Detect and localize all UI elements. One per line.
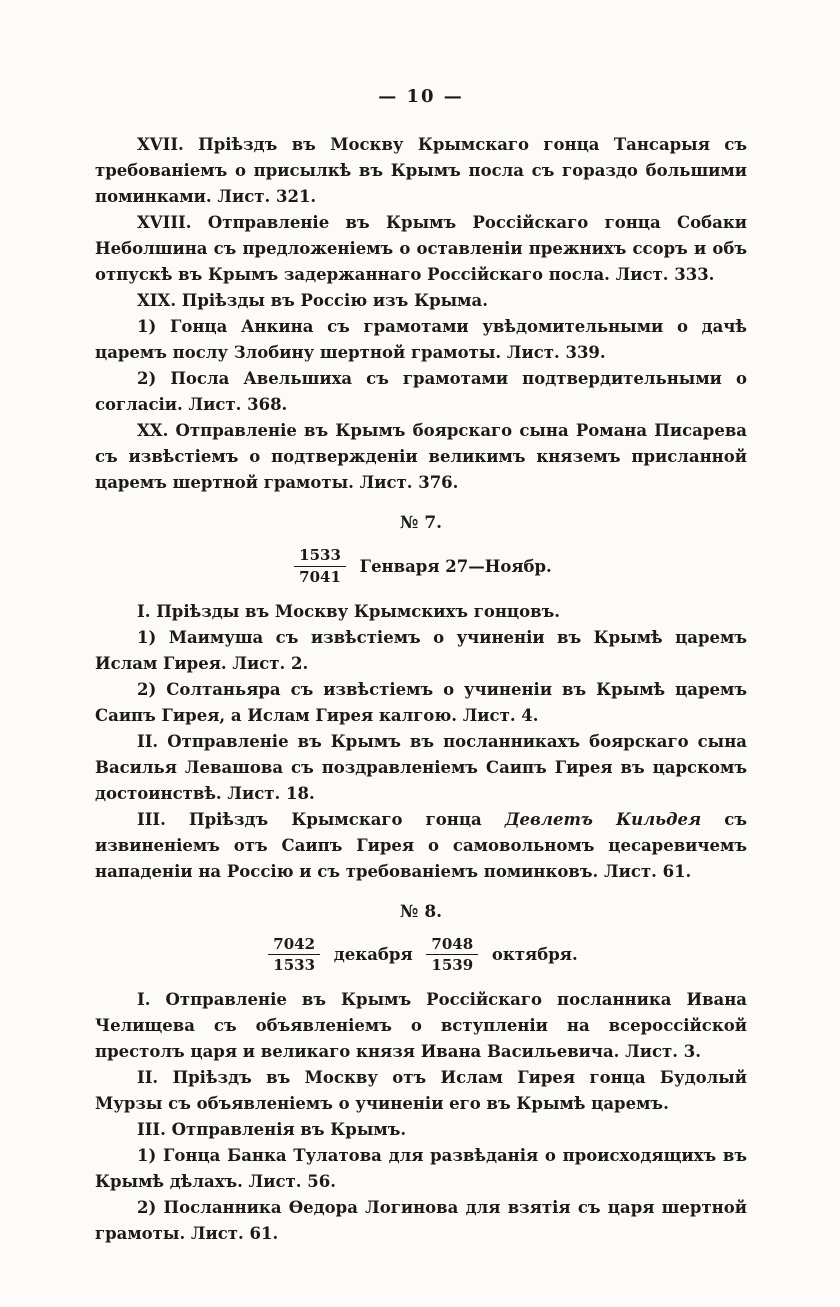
entry-xx: XX. Отправленіе въ Крымъ боярскаго сына Романа Писарева съ извѣстіемъ о подтвержденіи великимъ княземъ присланной царемъ шертной грамоты. Лист. 376. (95, 421, 747, 492)
entry-doc8-iii: III. Отправленія въ Крымъ. (137, 1120, 407, 1139)
dual-date-fraction-end (426, 935, 478, 976)
dual-date-fraction-start (268, 935, 320, 976)
page-number: — 10 — (378, 86, 464, 107)
entry-doc7-iii-name-italic: Девлетъ Кильдея (504, 809, 702, 829)
date-year-anno-mundi-end: 7048 (426, 935, 478, 956)
date-year-anno-mundi-start: 7042 (268, 935, 320, 956)
entry-doc7-i-2: 2) Солтаньяра съ извѣстіемъ о учиненіи въ Крымѣ царемъ Саипъ Гирея, а Ислам Гирея калгою. Лист. 4. (95, 679, 747, 725)
entry-doc8-iii-1: 1) Гонца Банка Тулатова для развѣданія о происходящихъ въ Крымѣ дѣлахъ. Лист. 56. (95, 1146, 747, 1191)
entry-xix-1: 1) Гонца Анкина съ грамотами увѣдомительными о дачѣ царемъ послу Злобину шертной грамоты. Лист. 339. (95, 317, 747, 362)
entry-doc7-iii (95, 807, 747, 885)
entry-doc8-iii-2: 2) Посланника Ѳедора Логинова для взятія съ царя шертной грамоты. Лист. 61. (95, 1198, 747, 1243)
date-month-start: декабря (333, 945, 413, 965)
entry-doc7-i-1: 1) Маимуша съ извѣстіемъ о учиненіи въ Крымѣ царемъ Ислам Гирея. Лист. 2. (95, 627, 747, 673)
entry-doc7-i: I. Пріѣзды въ Москву Крымскихъ гонцовъ. (137, 601, 560, 621)
entry-xix-2: 2) Посла Авельшиха съ грамотами подтвердительными о согласіи. Лист. 368. (95, 369, 747, 414)
entry-doc7-iii-before: III. Пріѣздъ Крымскаго гонца (137, 809, 505, 829)
entry-doc7-ii: II. Отправленіе въ Крымъ въ посланникахъ боярскаго сына Василья Левашова съ поздравленіемъ Саипъ Гирея въ царскомъ достоинствѣ. Лист. 18. (95, 731, 747, 803)
entry-xviii: XVIII. Отправленіе въ Крымъ Россійскаго гонца Собаки Неболшина съ предложеніемъ о оставленіи прежнихъ ссоръ и объ отпускѣ въ Крымъ задержаннаго Россійскаго посла. Лист. 333. (95, 213, 747, 284)
date-year-civil: 1533 (294, 546, 346, 567)
date-year-civil-end: 1539 (431, 956, 474, 975)
entry-xix: XIX. Пріѣзды въ Россію изъ Крыма. (137, 291, 488, 310)
dual-date-fraction (294, 546, 346, 587)
date-range-text: Генваря 27—Ноябр. (359, 556, 552, 576)
document-7-heading: № 7. (399, 513, 443, 533)
entry-xvii: XVII. Пріѣздъ въ Москву Крымскаго гонца Тансарыя съ требованіемъ о присылкѣ въ Крымъ посла съ гораздо большими поминками. Лист. 321. (95, 135, 747, 206)
entry-doc8-i: I. Отправленіе въ Крымъ Россійскаго посланника Ивана Челищева съ объявленіемъ о вступленіи на всероссійской престолъ царя и великаго князя Ивана Васильевича. Лист. 3. (95, 990, 747, 1061)
document-8-date-line (95, 935, 747, 976)
entry-doc8-ii: II. Пріѣздъ въ Москву отъ Ислам Гирея гонца Будолый Мурзы съ объявленіемъ о учиненіи его въ Крымѣ царемъ. (95, 1068, 747, 1113)
entry-doc7-iii-after: съ извиненіемъ отъ Саипъ Гирея о самовольномъ цесаревичемъ нападеніи на Россію и съ требованіемъ поминковъ. Лист. 61. (95, 809, 747, 881)
date-year-anno-mundi: 7041 (299, 567, 341, 586)
date-year-civil-start: 1533 (273, 956, 316, 975)
document-7-date-line (95, 546, 747, 587)
date-month-end: октября. (491, 945, 578, 965)
document-8-heading: № 8. (399, 901, 443, 922)
